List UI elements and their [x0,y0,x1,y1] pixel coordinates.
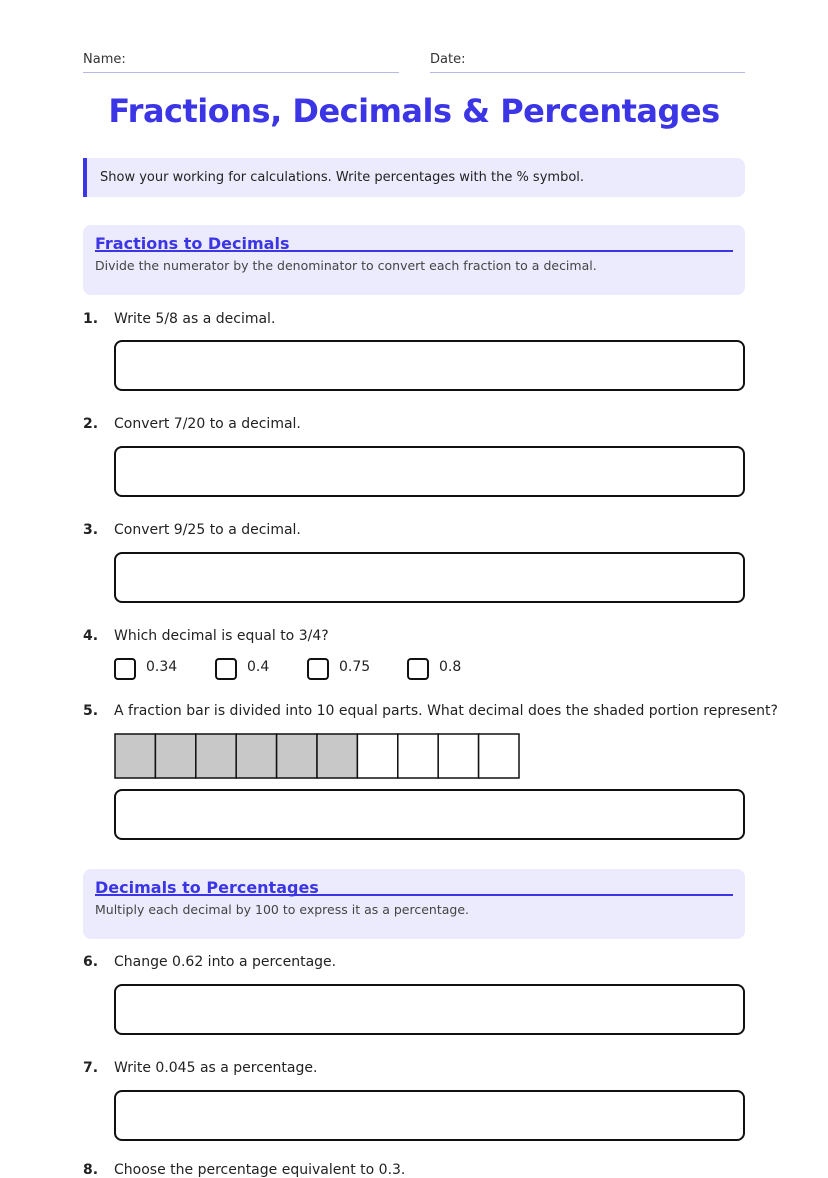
question-number: 1. [83,311,99,327]
date-line[interactable] [430,72,745,73]
option-label: 0.75 [339,659,371,675]
checkbox[interactable] [307,658,329,680]
section-description: Multiply each decimal by 100 to express it as a percentage. [95,902,469,917]
fraction-part-shaded [115,734,155,778]
fraction-part-unshaded [398,734,438,778]
question-number: 8. [83,1162,99,1178]
answer-box-1[interactable] [114,340,745,391]
answer-box-7[interactable] [114,1090,745,1141]
instructions-callout: Show your working for calculations. Write percentages with the % symbol. [83,158,745,197]
fraction-part-unshaded [479,734,519,778]
fraction-bar-diagram [114,733,520,779]
section-title: Decimals to Percentages [95,869,733,896]
date-label: Date: [430,52,466,67]
question-number: 3. [83,522,99,538]
answer-box-2[interactable] [114,446,745,497]
fraction-part-shaded [196,734,236,778]
question-text: A fraction bar is divided into 10 equal parts. What decimal does the shaded portion represent? [114,703,778,719]
fraction-part-shaded [155,734,195,778]
fraction-part-shaded [277,734,317,778]
answer-box-3[interactable] [114,552,745,603]
question-text: Write 5/8 as a decimal. [114,311,276,327]
question-text: Convert 7/20 to a decimal. [114,416,301,432]
answer-box-6[interactable] [114,984,745,1035]
checkbox[interactable] [215,658,237,680]
fraction-part-shaded [236,734,276,778]
question-text: Write 0.045 as a percentage. [114,1060,318,1076]
question-number: 5. [83,703,99,719]
question-text: Convert 9/25 to a decimal. [114,522,301,538]
option-label: 0.34 [146,659,178,675]
question-number: 6. [83,954,99,970]
section-title: Fractions to Decimals [95,225,733,252]
name-label: Name: [83,52,126,67]
checkbox[interactable] [114,658,136,680]
option-label: 0.4 [247,659,270,675]
answer-box-5[interactable] [114,789,745,840]
fraction-part-shaded [317,734,357,778]
question-text: Which decimal is equal to 3/4? [114,628,329,644]
option-label: 0.8 [439,659,462,675]
question-number: 4. [83,628,99,644]
question-text: Change 0.62 into a percentage. [114,954,337,970]
fraction-part-unshaded [357,734,397,778]
question-number: 2. [83,416,99,432]
fraction-part-unshaded [438,734,478,778]
checkbox[interactable] [407,658,429,680]
question-number: 7. [83,1060,99,1076]
question-text: Choose the percentage equivalent to 0.3. [114,1162,406,1178]
section-description: Divide the numerator by the denominator to convert each fraction to a decimal. [95,258,597,273]
section-fractions-to-decimals [83,225,745,295]
name-line[interactable] [83,72,399,73]
page-title: Fractions, Decimals & Percentages [108,92,720,130]
section-decimals-to-percentages [83,869,745,939]
